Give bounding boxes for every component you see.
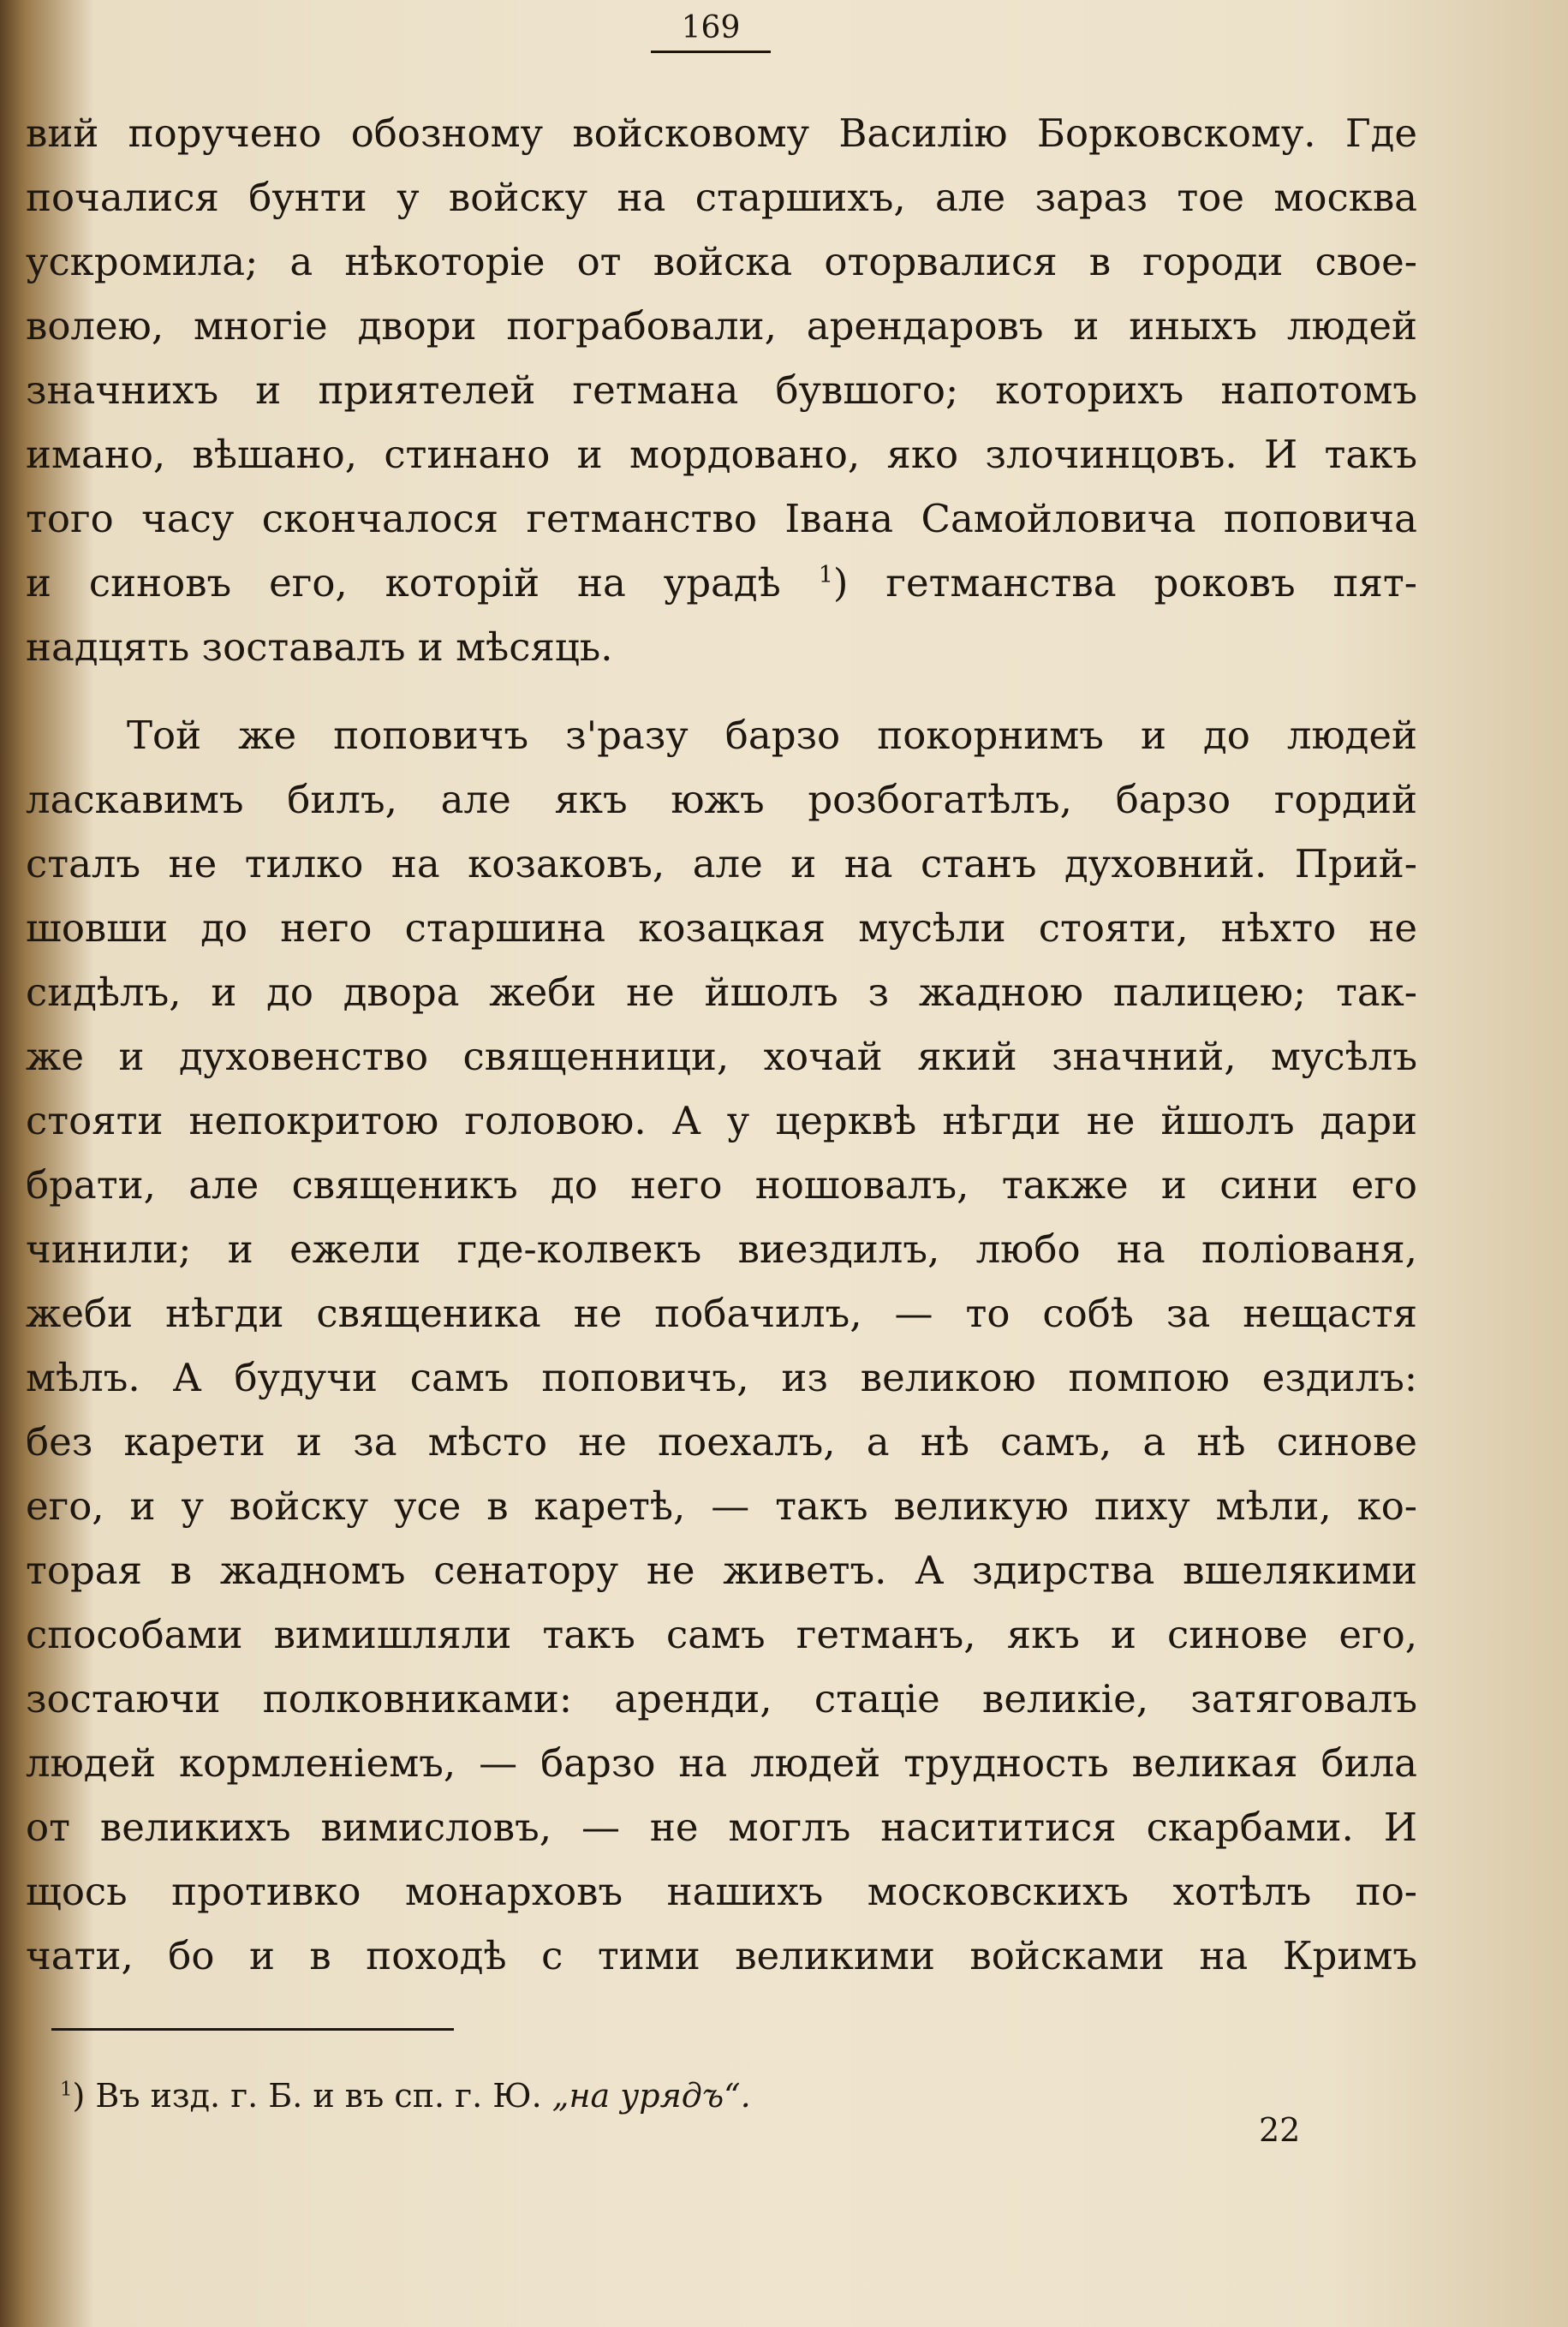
- text-line: без карети и за мѣсто не поехалъ, а нѣ самъ, а нѣ синове: [26, 1419, 1417, 1465]
- text-line: способами вимишляли такъ самъ гетманъ, якъ и синове его,: [26, 1612, 1417, 1657]
- text-line: вий поручено обозному войсковому Василію Борковскому. Где: [26, 110, 1417, 156]
- text-line: мѣлъ. А будучи самъ поповичъ, из великою помпою ездилъ:: [26, 1355, 1417, 1400]
- text-line: торая в жадномъ сенатору не живетъ. А здирства вшелякими: [26, 1548, 1417, 1593]
- footnote: [60, 2077, 751, 2115]
- text-line: почалися бунти у войску на старшихъ, але зараз тое москва: [26, 175, 1417, 220]
- text-line: от великихъ вимисловъ, — не моглъ насититися скарбами. И: [26, 1805, 1417, 1850]
- text-line: стояти непокритою головою. А у церквѣ нѣгди не йшолъ дари: [26, 1098, 1417, 1143]
- footnote-quote: „на урядъ“.: [551, 2077, 751, 2115]
- footnote-divider: [51, 2028, 454, 2031]
- text-line: его, и у войску усе в каретѣ, — такъ великую пиху мѣли, ко-: [26, 1483, 1417, 1529]
- text-line: людей кормленіемъ, — барзо на людей трудность великая била: [26, 1740, 1417, 1786]
- text-line-with-footnote-ref: [26, 551, 1417, 615]
- text-line: ласкавимъ билъ, але якъ южъ розбогатѣлъ, барзо гордий: [26, 777, 1417, 822]
- page-number: 169: [651, 10, 771, 53]
- text-line: же и духовенство священници, хочай який значний, мусѣлъ: [26, 1034, 1417, 1079]
- text-line: ускромила; а нѣкоторіе от войска оторвалися в городи свое-: [26, 239, 1417, 284]
- text-line: того часу скончалося гетманство Івана Самойловича поповича: [26, 496, 1417, 541]
- text-line: сидѣлъ, и до двора жеби не йшолъ з жадною палицею; так-: [26, 970, 1417, 1015]
- text-line: волею, многіе двори пограбовали, арендаровъ и иныхъ людей: [26, 303, 1417, 349]
- text-line: значнихъ и приятелей гетмана бувшого; которихъ напотомъ: [26, 367, 1417, 413]
- text-segment: и синовъ его, которій на урадѣ: [26, 560, 781, 606]
- text-line: зостаючи полковниками: аренди, стаціе великіе, затяговалъ: [26, 1676, 1417, 1721]
- text-line: щось противко монарховъ нашихъ московскихъ хотѣлъ по-: [26, 1869, 1417, 1914]
- text-line: жеби нѣгди священика не побачилъ, — то собѣ за нещастя: [26, 1291, 1417, 1336]
- text-line: надцять зоставалъ и мѣсяць.: [26, 624, 613, 670]
- footnote-reference: 1: [818, 561, 833, 588]
- text-line: чинили; и ежели где-колвекъ виездилъ, любо на поліованя,: [26, 1226, 1417, 1272]
- paragraph-gap: [26, 679, 1417, 703]
- body-text: [26, 101, 1417, 1988]
- text-line: чати, бо и в походѣ с тими великими войсками на Кримъ: [26, 1933, 1417, 1978]
- footnote-mark: 1: [60, 2078, 73, 2101]
- printer-signature: 22: [1259, 2111, 1301, 2149]
- text-line: брати, але священикъ до него ношовалъ, также и сини его: [26, 1162, 1417, 1208]
- footnote-text: ) Въ изд. г. Б. и въ сп. г. Ю.: [72, 2077, 552, 2115]
- text-line: имано, вѣшано, стинано и мордовано, яко злочинцовъ. И такъ: [26, 432, 1417, 477]
- text-segment: ) гетманства роковъ пят-: [832, 560, 1418, 606]
- text-line: шовши до него старшина козацкая мусѣли стояти, нѣхто не: [26, 905, 1417, 951]
- text-line: Той же поповичъ з'разу барзо покорнимъ и до людей: [127, 713, 1417, 758]
- text-line: сталъ не тилко на козаковъ, але и на станъ духовний. Прий-: [26, 841, 1417, 886]
